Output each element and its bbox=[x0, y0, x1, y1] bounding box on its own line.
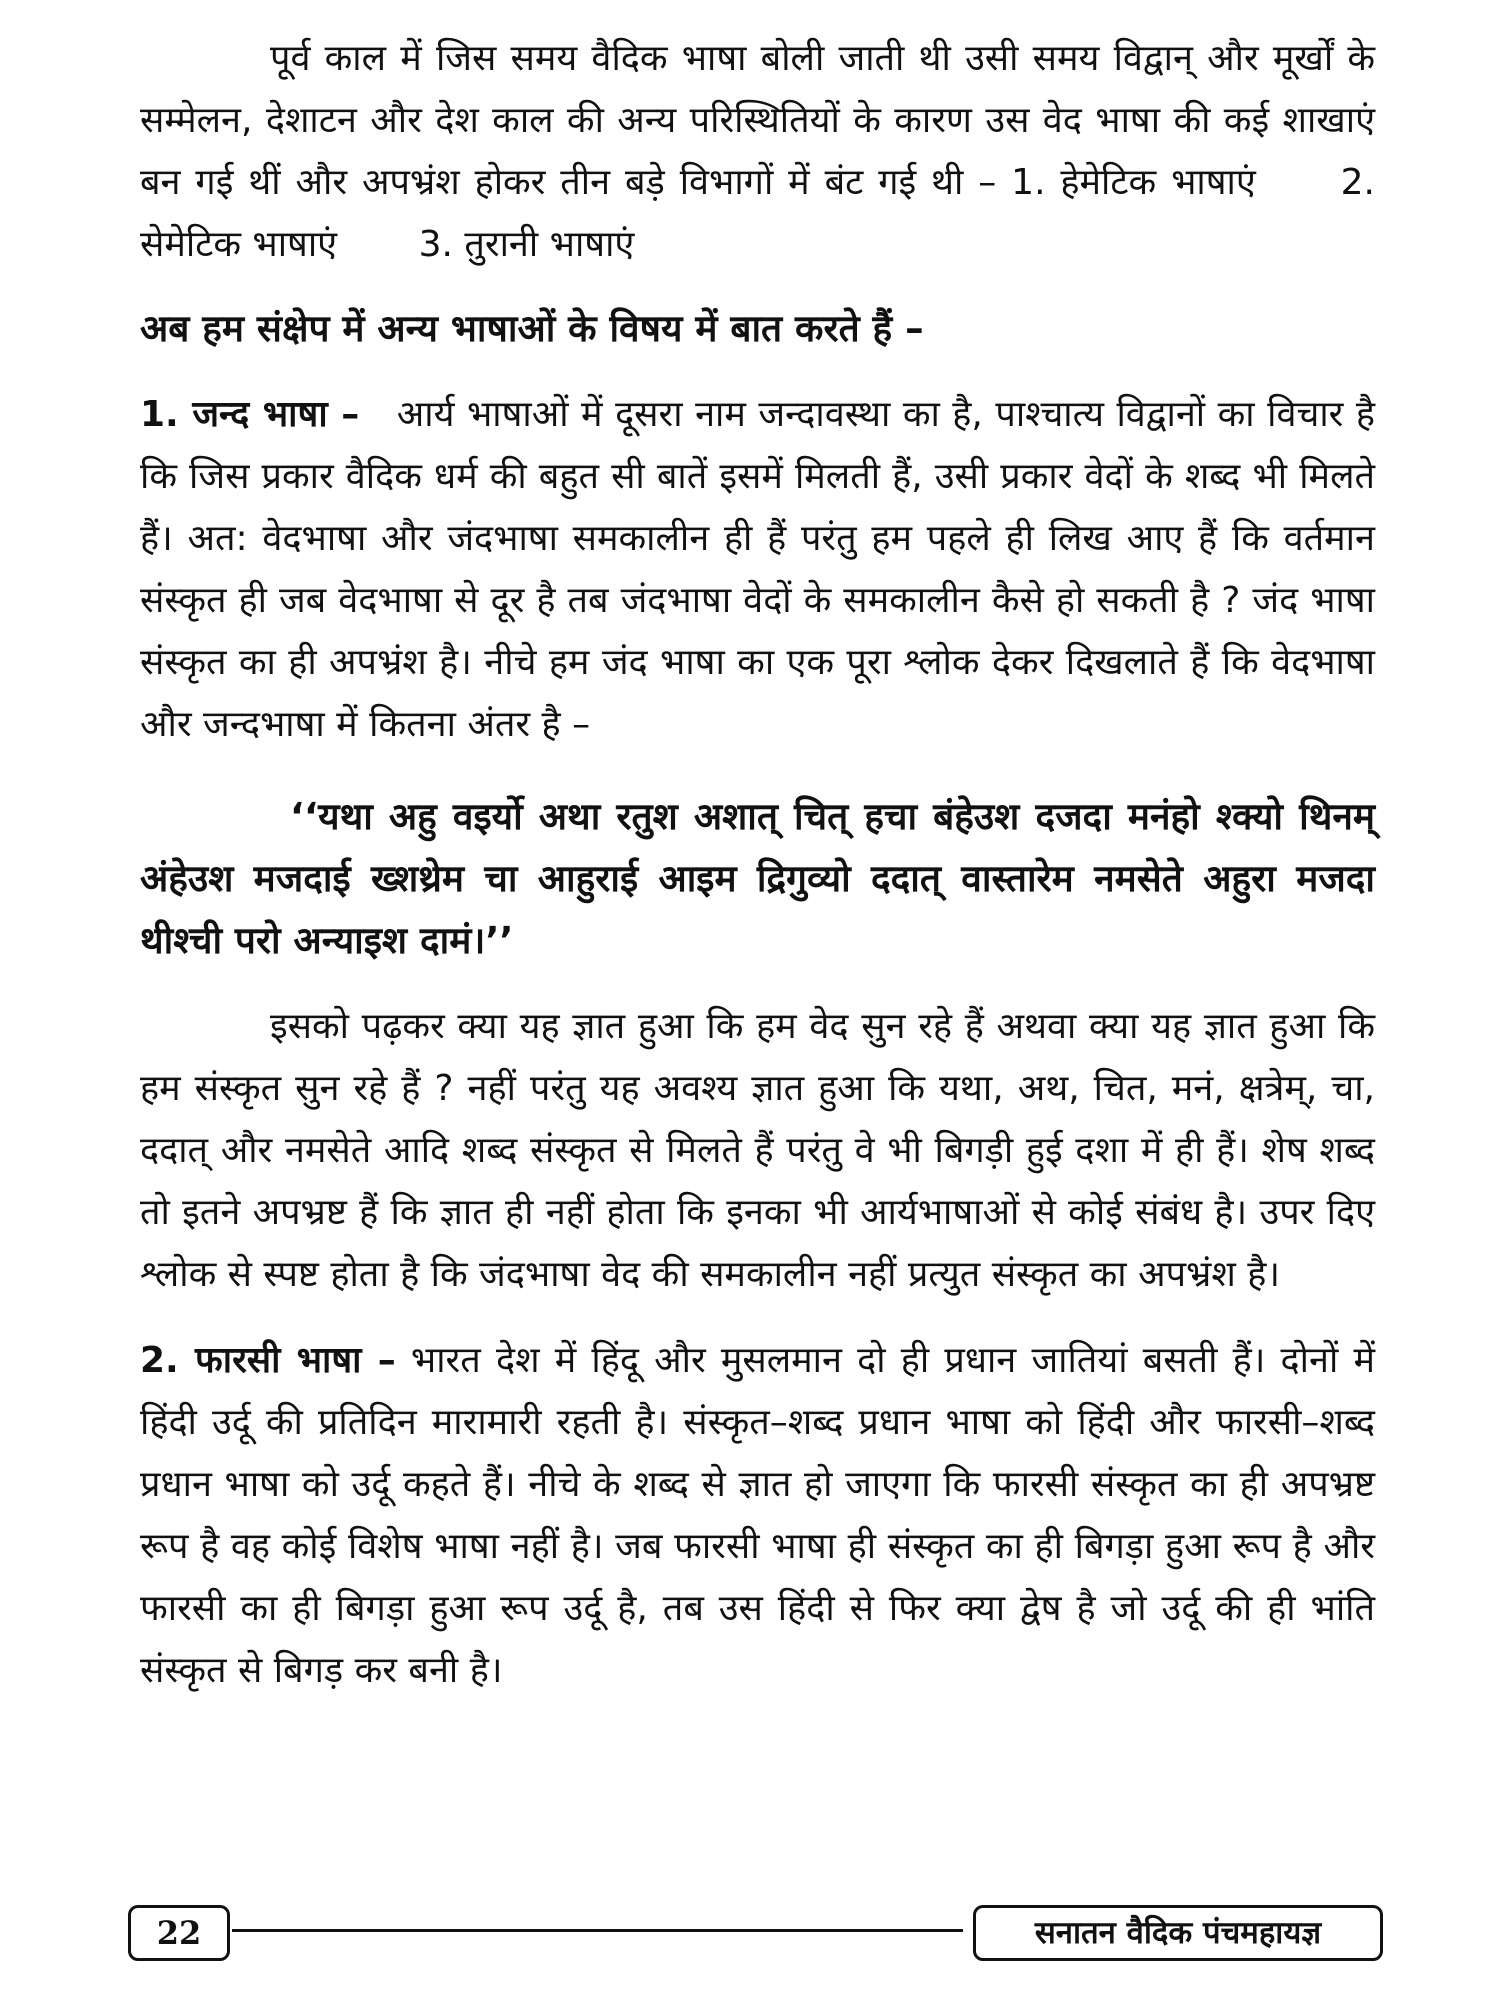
page-body bbox=[140, 28, 1375, 1702]
language-group-1: 1. हेमेटिक भाषाएं bbox=[1011, 162, 1256, 203]
zend-paragraph bbox=[140, 384, 1375, 756]
footer-rule bbox=[232, 1929, 963, 1932]
persian-label: 2. फारसी भाषा – bbox=[140, 1340, 396, 1381]
intro-lead: गई थी – bbox=[878, 162, 1012, 203]
page-number: 22 bbox=[128, 1905, 230, 1961]
page-footer bbox=[128, 1905, 1383, 1965]
shloka-quote bbox=[140, 786, 1375, 972]
book-title: सनातन वैदिक पंचमहायज्ञ bbox=[973, 1905, 1383, 1961]
persian-paragraph bbox=[140, 1330, 1375, 1702]
persian-text: भारत देश में हिंदू और मुसलमान दो ही प्रधान जातियां बसती हैं। दोनों में हिंदी उर्दू की प्रतिदिन मारामारी रहती है। संस्कृत–शब्द प्रधान भाषा को हिंदी और फारसी–शब्द प्रधान भाषा को उर्दू कहते हैं। नीचे के शब्द से ज्ञात हो जाएगा कि फारसी संस्कृत का ही अपभ्रष्ट रूप है वह कोई विशेष भाषा नहीं है। जब फारसी भाषा ही संस्कृत का ही बिगड़ा हुआ रूप है और फारसी का ही बिगड़ा हुआ रूप उर्दू है, तब उस हिंदी से फिर क्या द्वेष है जो उर्दू की ही भांति संस्कृत से बिगड़ कर बनी है। bbox=[140, 1340, 1375, 1691]
language-group-3: 3. तुरानी भाषाएं bbox=[418, 224, 635, 265]
zend-label: 1. जन्द भाषा – bbox=[140, 394, 360, 435]
section-heading: अब हम संक्षेप में अन्य भाषाओं के विषय में बात करते हैं – bbox=[140, 307, 924, 350]
language-group-2: 2. सेमेटिक भाषाएं bbox=[140, 162, 1376, 265]
intro-text: पूर्व काल में जिस समय वैदिक भाषा बोली जाती थी उसी समय विद्वान् और मूर्खों के सम्मेलन, देशाटन और देश काल की अन्य परिस्थितियों के कारण उस वेद भाषा की कई शाखाएं बन गई थीं और अपभ्रंश होकर तीन बड़े विभागों में बंट bbox=[140, 38, 1375, 203]
zend-text: आर्य भाषाओं में दूसरा नाम जन्दावस्था का है, पाश्चात्य विद्वानों का विचार है कि जिस प्रकार वैदिक धर्म की बहुत सी बातें इसमें मिलती हैं, उसी प्रकार वेदों के शब्द भी मिलते हैं। अत: वेदभाषा और जंदभाषा समकालीन ही हैं परंतु हम पहले ही लिख आए हैं कि वर्तमान संस्कृत ही जब वेदभाषा से दूर है तब जंदभाषा वेदों के समकालीन कैसे हो सकती है ? जंद भाषा संस्कृत का ही अपभ्रंश है। नीचे हम जंद भाषा का एक पूरा श्लोक देकर दिखलाते हैं कि वेदभाषा और जन्दभाषा में कितना अंतर है – bbox=[140, 394, 1375, 745]
intro-paragraph bbox=[140, 28, 1375, 276]
shloka-text: ‘‘यथा अहु वइर्यो अथा रतुश अशात् चित् हचा बंहेउश दजदा मनंहो श्क्यो थिनम् अंहेउश मजदाई ख्शथ्रेम चा आहुराई आइम द्रिगुव्यो ददात् वास्तारेम नमसेते अहुरा मजदा थीश्ची परो अन्याइश दामं।’’ bbox=[140, 795, 1375, 962]
analysis-paragraph: इसको पढ़कर क्या यह ज्ञात हुआ कि हम वेद सुन रहे हैं अथवा क्या यह ज्ञात हुआ कि हम संस्कृत सुन रहे हैं ? नहीं परंतु यह अवश्य ज्ञात हुआ कि यथा, अथ, चित, मनं, क्षत्रेम्, चा, ददात् और नमसेते आदि शब्द संस्कृत से मिलते हैं परंतु वे भी बिगड़ी हुई दशा में ही हैं। शेष शब्द तो इतने अपभ्रष्ट हैं कि ज्ञात ही नहीं होता कि इनका भी आर्यभाषाओं से कोई संबंध है। उपर दिए श्लोक से स्पष्ट होता है कि जंदभाषा वेद की समकालीन नहीं प्रत्युत संस्कृत का अपभ्रंश है। bbox=[140, 1006, 1375, 1295]
